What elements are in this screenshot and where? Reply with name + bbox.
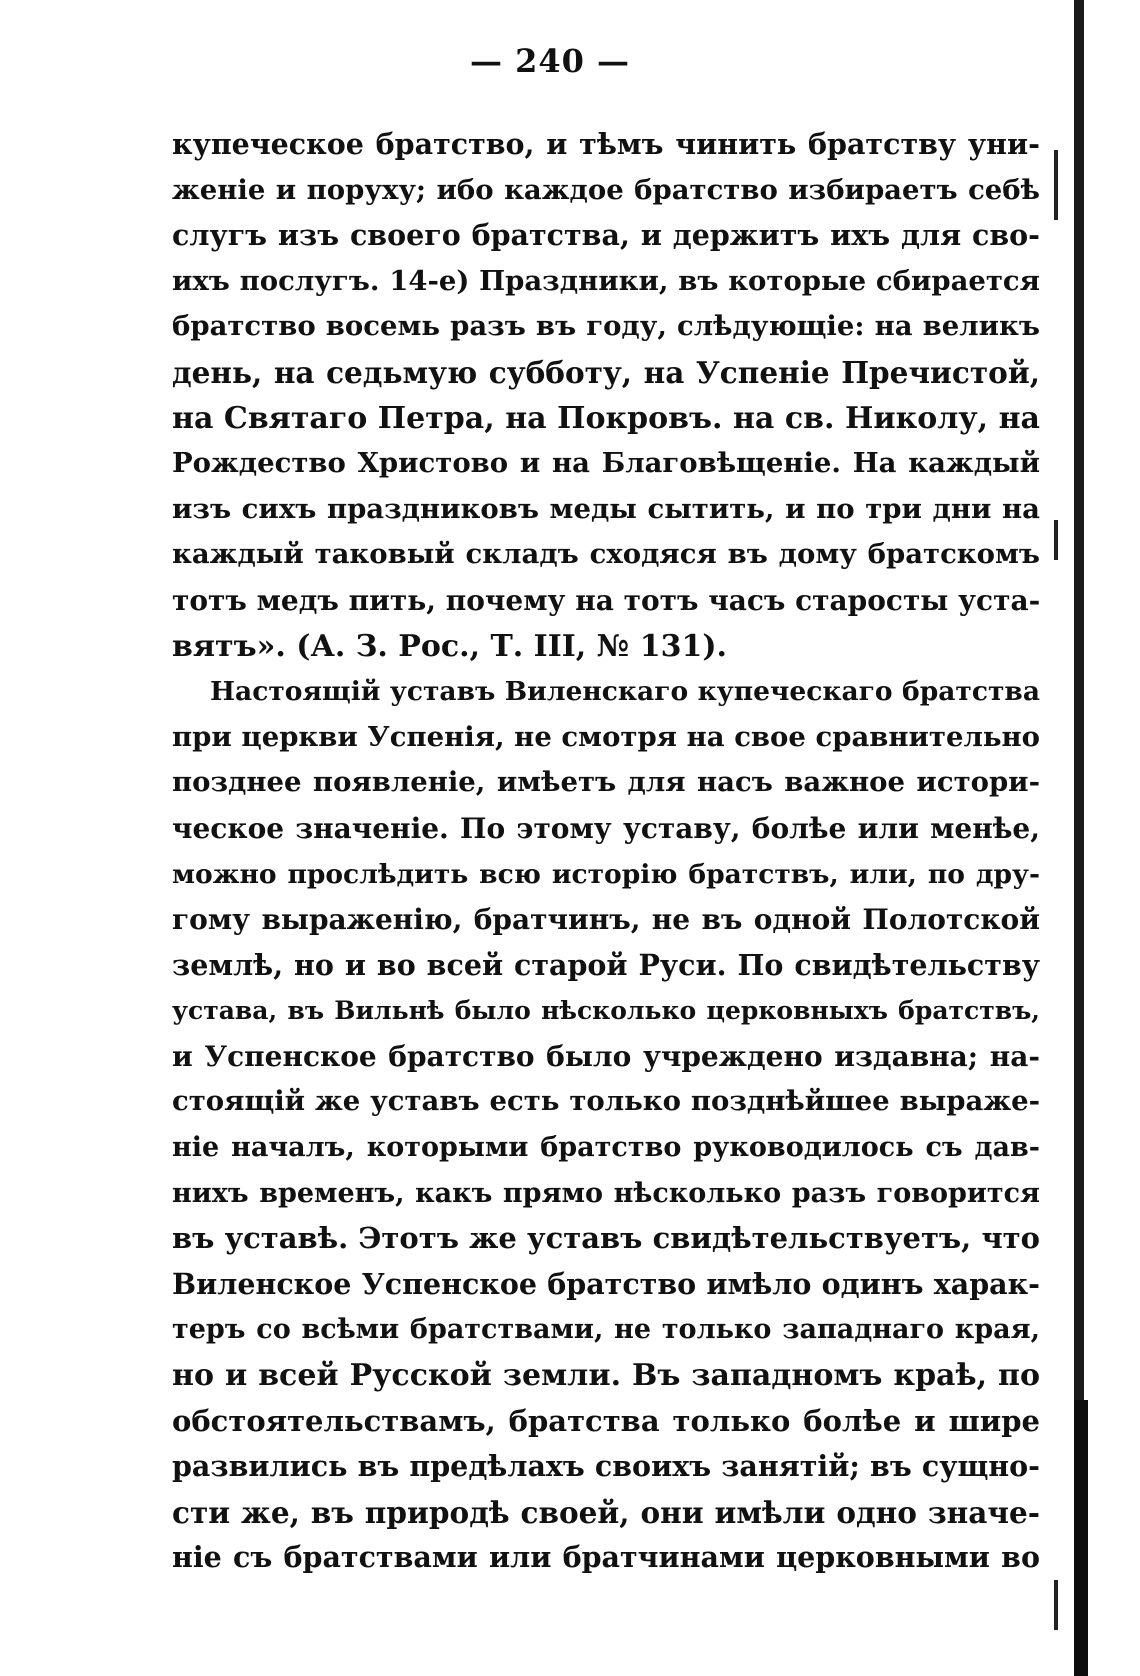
binding-mark bbox=[1054, 1580, 1058, 1630]
text-line: позднее появленіе, имѣетъ для насъ важное истори- bbox=[172, 766, 1040, 799]
text-line: нихъ временъ, какъ прямо нѣсколько разъ говорится bbox=[172, 1177, 1040, 1209]
text-line: тотъ медъ пить, почему на тотъ часъ старосты уста- bbox=[172, 583, 1041, 617]
text-line: ихъ послугъ. 14-е) Праздники, въ которые сбирается bbox=[172, 264, 1040, 297]
text-line: при церкви Успенія, не смотря на свое сравнительно bbox=[172, 720, 1040, 753]
text-line: день, на седьмую субботу, на Успеніе Пречистой, bbox=[172, 354, 1040, 390]
text-line: гому выраженію, братчинъ, не въ одной Полотской bbox=[172, 903, 1040, 937]
body-text bbox=[172, 122, 1040, 1581]
text-line: на Святаго Петра, на Покровъ. на св. Николу, на bbox=[172, 400, 1040, 436]
text-line: теръ со всѣми братствами, не только западнаго края, bbox=[172, 1314, 1040, 1346]
text-line: ческое значеніе. По этому уставу, болѣе или менѣе, bbox=[172, 811, 1040, 845]
binding-mark bbox=[1054, 150, 1058, 220]
text-line: женіе и поруху; ибо каждое братство избираетъ себѣ bbox=[172, 173, 1040, 206]
text-line: слугъ изъ своего братства, и держитъ ихъ для сво- bbox=[172, 218, 1040, 253]
text-line: изъ сихъ праздниковъ меды сытить, и по три дни на bbox=[172, 492, 1040, 525]
text-line: Виленское Успенское братство имѣло одинъ харак- bbox=[172, 1266, 1040, 1301]
paragraph-start-line: Настоящій уставъ Виленскаго купеческаго братства bbox=[210, 676, 1040, 708]
text-line: каждый таковый складъ сходяся въ дому братскомъ bbox=[172, 538, 1040, 571]
text-line: ніе съ братствами или братчинами церковными во bbox=[172, 1540, 1040, 1575]
text-line: Рождество Христово и на Благовѣщеніе. На каждый bbox=[172, 447, 1040, 480]
text-line: въ уставѣ. Этотъ же уставъ свидѣтельствуетъ, что bbox=[172, 1221, 1040, 1256]
text-line: можно прослѣдить всю исторію братствъ, или, по дру- bbox=[172, 858, 1040, 890]
binding-edge-lower bbox=[1074, 1400, 1088, 1676]
text-line: купеческое братство, и тѣмъ чинить братству уни- bbox=[172, 127, 1040, 161]
text-line: обстоятельствамъ, братства только болѣе и шире bbox=[172, 1403, 1040, 1438]
text-line: устава, въ Вильнѣ было нѣсколько церковныхъ братствъ, bbox=[172, 996, 1040, 1026]
text-line: сти же, въ природѣ своей, они имѣли одно значе- bbox=[172, 1494, 1040, 1530]
text-line: землѣ, но и во всей старой Руси. По свидѣтельству bbox=[172, 947, 1040, 982]
page-number: — 240 — bbox=[469, 42, 631, 80]
text-line: вятъ». (А. З. Рос., Т. III, № 131). bbox=[172, 628, 727, 664]
text-line: и Успенское братство было учреждено издавна; на- bbox=[172, 1039, 1040, 1073]
text-line: развились въ предѣлахъ своихъ занятій; въ сущно- bbox=[172, 1449, 1040, 1484]
text-line: ніе началъ, которыми братство руководилось съ дав- bbox=[172, 1132, 1040, 1164]
binding-mark bbox=[1054, 520, 1058, 560]
text-line: братство восемь разъ въ году, слѣдующіе: на великъ bbox=[172, 310, 1040, 343]
text-line: но и всей Русской земли. Въ западномъ краѣ, по bbox=[172, 1358, 1040, 1394]
text-line: стоящій же уставъ есть только позднѣйшее выраже- bbox=[172, 1085, 1040, 1118]
